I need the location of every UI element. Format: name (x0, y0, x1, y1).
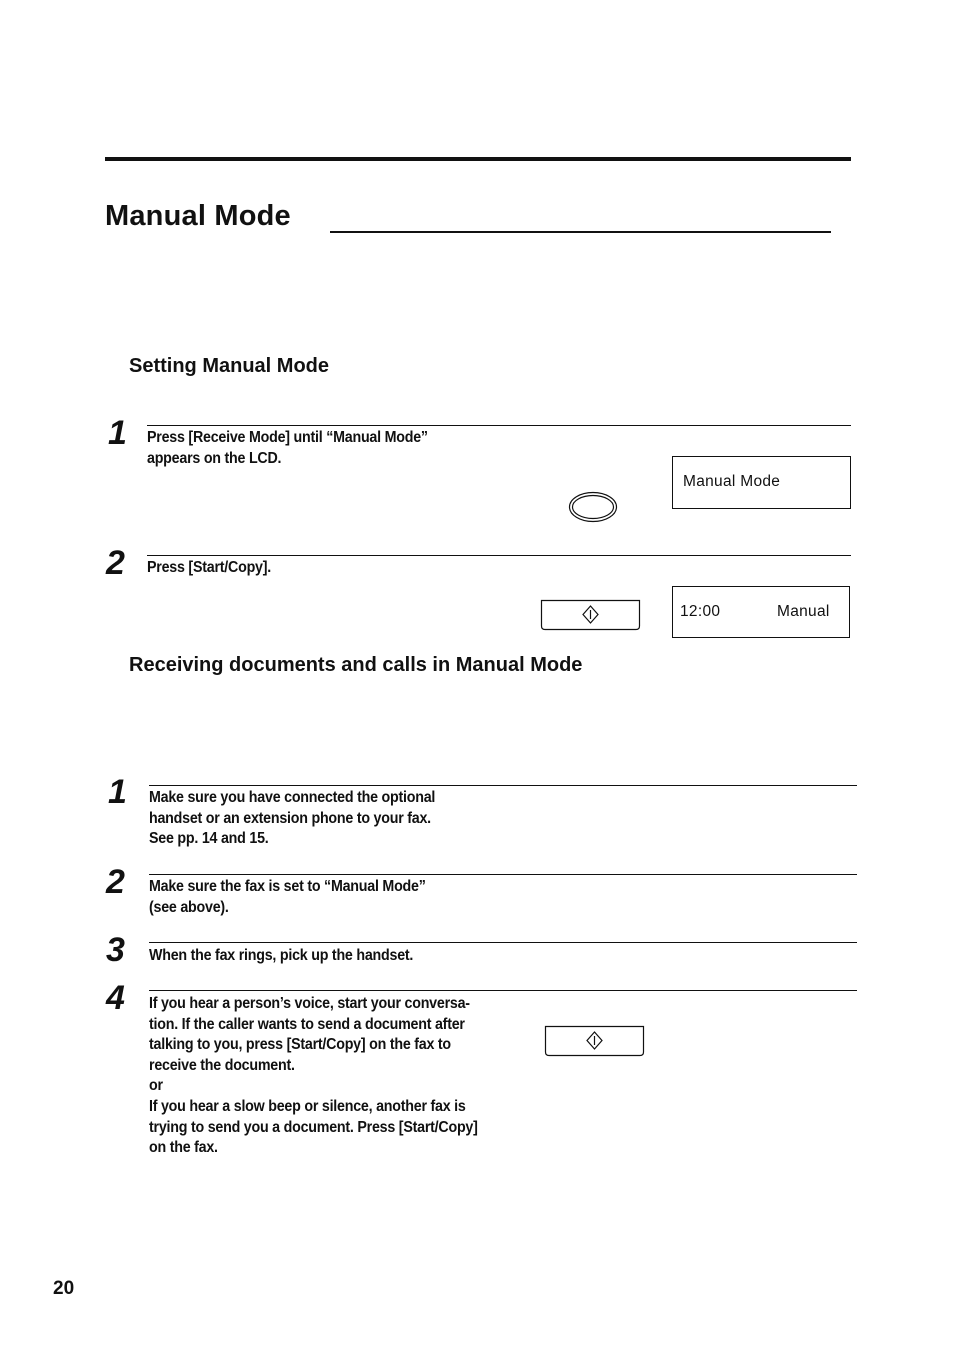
step-line: (see above). (149, 898, 229, 916)
step-line: tion. If the caller wants to send a document after (149, 1015, 465, 1033)
step-line: on the fax. (149, 1139, 218, 1157)
step-line: handset or an extension phone to your fax. (149, 809, 431, 827)
section-heading-setting: Setting Manual Mode (129, 355, 329, 377)
step-line: Make sure the fax is set to “Manual Mode” (149, 878, 426, 895)
step-number: 1 (108, 414, 127, 452)
step-rule (149, 785, 857, 786)
step-line: appears on the LCD. (147, 449, 282, 467)
step-line: Press [Receive Mode] until “Manual Mode” (147, 429, 428, 446)
step-rule (147, 425, 851, 426)
lcd-mode: Manual (777, 603, 830, 620)
step-line: When the fax rings, pick up the handset. (149, 947, 414, 964)
step-number: 3 (106, 931, 125, 969)
step-number: 1 (108, 773, 127, 811)
lcd-display (672, 586, 850, 638)
step-number: 2 (106, 863, 125, 901)
step-text (149, 877, 426, 918)
step-line: receive the document. (149, 1056, 295, 1074)
step-line: talking to you, press [Start/Copy] on the fax to (149, 1036, 451, 1054)
step-text (147, 558, 271, 579)
step-text (147, 428, 428, 469)
step-line: If you hear a slow beep or silence, another fax is (149, 1097, 466, 1115)
section-heading-receiving: Receiving documents and calls in Manual Mode (129, 654, 583, 676)
step-line: See pp. 14 and 15. (149, 830, 269, 848)
step-rule (149, 874, 857, 875)
start-copy-button-icon (544, 1025, 645, 1062)
lcd-time: 12:00 (680, 603, 721, 620)
step-number: 2 (106, 544, 125, 582)
start-copy-button-icon (540, 599, 641, 636)
step-rule (147, 555, 851, 556)
step-text (149, 946, 413, 967)
step-line: If you hear a person’s voice, start your conversa- (149, 995, 470, 1012)
step-line: Press [Start/Copy]. (147, 559, 272, 576)
step-text (149, 994, 478, 1159)
step-rule (149, 942, 857, 943)
step-line: Make sure you have connected the optional (149, 789, 436, 806)
step-line: trying to send you a document. Press [Start/Copy] (149, 1118, 478, 1136)
lcd-text: Manual Mode (683, 473, 781, 490)
title-underline (330, 231, 831, 233)
top-rule (105, 157, 851, 161)
step-number: 4 (106, 979, 125, 1017)
page-number: 20 (53, 1278, 75, 1299)
receive-mode-button-icon (568, 491, 618, 528)
page-title: Manual Mode (105, 200, 291, 232)
step-rule (149, 990, 857, 991)
step-line: or (149, 1077, 163, 1095)
lcd-display (672, 456, 851, 509)
step-text (149, 788, 435, 850)
